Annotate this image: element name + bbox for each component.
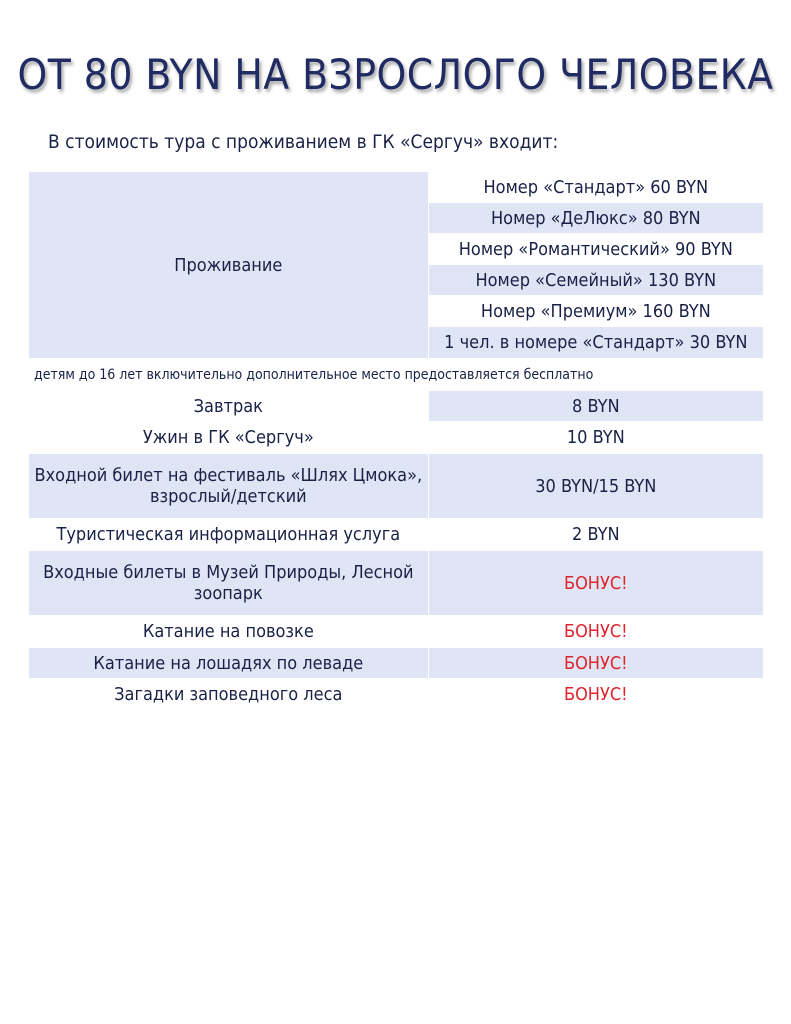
subtitle: В стоимость тура с проживанием в ГК «Сергуч» входит: bbox=[48, 131, 559, 153]
table-row bbox=[29, 359, 764, 391]
item-name: Входной билет на фестиваль «Шлях Цмока», взрослый/детский bbox=[29, 454, 429, 519]
table-row bbox=[29, 616, 764, 648]
item-name: Завтрак bbox=[29, 391, 429, 422]
item-price: 10 BYN bbox=[428, 422, 763, 454]
room-price-cell: Номер «Романтический» 90 BYN bbox=[428, 234, 763, 265]
accommodation-label: Проживание bbox=[29, 172, 429, 359]
bonus-label: БОНУС! bbox=[428, 616, 763, 648]
price-table bbox=[28, 171, 764, 711]
page-title: ОТ 80 BYN НА ВЗРОСЛОГО ЧЕЛОВЕКА bbox=[17, 50, 774, 99]
table-row bbox=[29, 519, 764, 551]
table-row bbox=[29, 422, 764, 454]
item-name: Ужин в ГК «Сергуч» bbox=[29, 422, 429, 454]
item-name: Входные билеты в Музей Природы, Лесной зоопарк bbox=[29, 551, 429, 616]
table-row bbox=[29, 391, 764, 422]
room-price-cell: Номер «Премиум» 160 BYN bbox=[428, 296, 763, 327]
item-name: Катание на лошадях по леваде bbox=[29, 648, 429, 679]
item-name: Загадки заповедного леса bbox=[29, 679, 429, 711]
table-row bbox=[29, 454, 764, 519]
bonus-label: БОНУС! bbox=[428, 551, 763, 616]
note-text: детям до 16 лет включительно дополнительное место предоставляется бесплатно bbox=[29, 359, 764, 391]
item-price: 2 BYN bbox=[428, 519, 763, 551]
bonus-label: БОНУС! bbox=[428, 648, 763, 679]
room-price-cell: 1 чел. в номере «Стандарт» 30 BYN bbox=[428, 327, 763, 359]
item-price: 30 BYN/15 BYN bbox=[428, 454, 763, 519]
room-price-cell: Номер «Стандарт» 60 BYN bbox=[428, 172, 763, 203]
bonus-label: БОНУС! bbox=[428, 679, 763, 711]
table-row bbox=[29, 551, 764, 616]
room-price-cell: Номер «Семейный» 130 BYN bbox=[428, 265, 763, 296]
table-row bbox=[29, 172, 764, 203]
table-row bbox=[29, 648, 764, 679]
room-price-cell: Номер «ДеЛюкс» 80 BYN bbox=[428, 203, 763, 234]
item-price: 8 BYN bbox=[428, 391, 763, 422]
table-row bbox=[29, 679, 764, 711]
item-name: Туристическая информационная услуга bbox=[29, 519, 429, 551]
item-name: Катание на повозке bbox=[29, 616, 429, 648]
